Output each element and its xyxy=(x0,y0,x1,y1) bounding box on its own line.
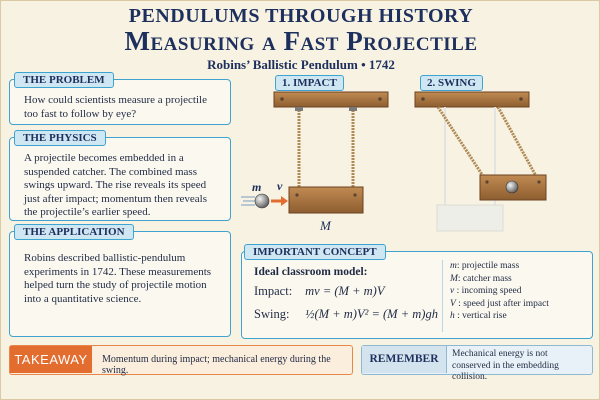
pendulum-figures xyxy=(1,1,600,251)
series-title: PENDULUMS THROUGH HISTORY xyxy=(128,5,474,27)
problem-heading: THE PROBLEM xyxy=(14,72,114,88)
mass-m-label: m xyxy=(252,180,262,194)
variable-legend xyxy=(450,260,549,323)
impact-figure-label: 1. IMPACT xyxy=(275,75,344,91)
projectile-ball xyxy=(255,194,269,208)
swing-equation-row xyxy=(254,307,438,322)
impact-support-beam xyxy=(274,92,388,107)
legend-item: v : incoming speed xyxy=(450,286,522,297)
swing-catcher-bolt xyxy=(537,180,540,183)
swing-figure xyxy=(415,92,546,231)
impact-beam-bolt xyxy=(280,97,284,101)
impact-rope-cap xyxy=(349,107,357,111)
impact-equation-row xyxy=(254,284,384,299)
physics-text: A projectile becomes embedded in a suspended catcher. The combined mass swings upward. The rise reveals its speed just after impact; momentum then reveals the projectile’s earlier speed. xyxy=(24,152,207,218)
swing-figure-label: 2. SWING xyxy=(420,75,483,91)
concept-heading: IMPORTANT CONCEPT xyxy=(244,244,386,260)
swing-equation: ½(M + m)V² = (M + m)gh xyxy=(305,307,438,321)
legend-item: h : vertical rise xyxy=(450,311,507,322)
page-subtitle: Robins’ Ballistic Pendulum • 1742 xyxy=(207,57,395,72)
takeaway-banner xyxy=(9,345,353,375)
swing-beam-bolt xyxy=(421,97,425,101)
swing-rope-right xyxy=(498,107,536,176)
concept-divider xyxy=(442,260,443,332)
remember-label: REMEMBER xyxy=(362,346,447,373)
impact-equation: mv = (M + m)V xyxy=(305,284,385,298)
remember-text: Mechanical energy is not conserved in the embedding collision. xyxy=(452,349,559,382)
remember-banner xyxy=(361,345,593,382)
concept-model: Ideal classroom model: xyxy=(254,266,368,278)
rest-position-ghost xyxy=(437,205,503,231)
concept-box xyxy=(241,246,593,339)
swing-catcher-bolt xyxy=(485,180,488,183)
impact-eq-label: Impact: xyxy=(254,284,293,298)
legend-item: V : speed just after impact xyxy=(450,298,549,309)
swing-support-beam xyxy=(415,92,529,107)
swing-beam-bolt xyxy=(519,97,523,101)
impact-catcher-bolt xyxy=(295,193,298,196)
legend-item: m: projectile mass xyxy=(450,261,520,271)
application-text: Robins described ballistic-pendulum experiments in 1742. These measurements helped turn the study of projectile motion into a quantitative science. xyxy=(24,252,212,305)
velocity-arrow-head xyxy=(281,196,288,206)
takeaway-label: TAKEAWAY xyxy=(10,346,92,373)
problem-text: How could scientists measure a projectile too fast to follow by eye? xyxy=(24,94,207,120)
mass-M-label: M xyxy=(320,218,331,233)
impact-catcher-bolt xyxy=(353,193,356,196)
swing-eq-label: Swing: xyxy=(254,307,290,321)
impact-catcher-block xyxy=(289,187,363,213)
embedded-projectile xyxy=(506,181,518,193)
legend-item: M: catcher mass xyxy=(450,273,512,284)
impact-rope-cap xyxy=(295,107,303,111)
takeaway-text: Momentum during impact; mechanical energy during the swing. xyxy=(102,354,331,376)
impact-figure xyxy=(241,92,388,233)
impact-beam-bolt xyxy=(378,97,382,101)
page-title: Measuring a Fast Projectile xyxy=(124,26,478,56)
physics-heading: THE PHYSICS xyxy=(14,130,106,146)
application-heading: THE APPLICATION xyxy=(14,224,134,240)
speed-v-label: v xyxy=(277,179,283,193)
